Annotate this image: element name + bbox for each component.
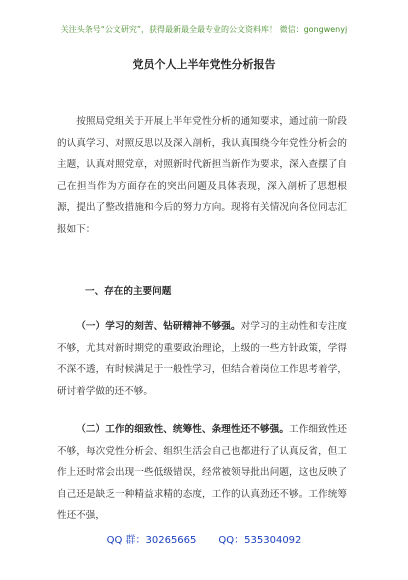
problem-item-2-body: 工作细致性还不够，每次党性分析会、组织生活会自己也都进行了认真反省，但工作上还时常会出现一些低级错误，经常被领导批出问题，这也反映了自己还是缺乏一种精益求精的态度，工作的认真劲还不够。工作统筹性还不强， [57,424,348,521]
problem-item-2 [57,419,347,527]
intro-paragraph: 按照局党组关于开展上半年党性分析的通知要求，通过前一阶段的认真学习、对照反思以及深入剖析，我认真围绕今年党性分析会的主题，认真对照党章，对照新时代新担当新作为要求，深入查摆了自己在担当作为方面存在的突出问题及具体表现，深入剖析了思想根源，提出了整改措施和今后的努力方向。现将有关情况向各位同志汇报如下： [57,116,347,235]
problem-item-1-heading: （一）学习的刻苦、钻研精神不够强。 [76,321,241,332]
problem-item-1 [57,316,347,402]
section-heading-problems: 一、存在的主要问题 [85,286,172,297]
footer-qq: QQ：535304092 [218,535,302,546]
document-title: 党员个人上半年党性分析报告 [132,58,276,71]
footer-contact [0,531,408,546]
footer-qq-group: QQ 群：30265665 [106,535,197,546]
header-promo-note: 关注头条号“公文研究”，获得最新最全最专业的公文资料库！ 微信：gongwenyj [60,25,348,34]
problem-item-2-heading: （二）工作的细致性、统筹性、条理性还不够强。 [76,424,290,435]
problem-item-1-body: 对学习的主动性和专注度不够，尤其对新时期党的重要政治理论，上级的一些方针政策，学得不深不透，有时候满足于一般性学习，但结合着岗位工作思考着学，研讨着学做的还不够。 [57,321,348,397]
